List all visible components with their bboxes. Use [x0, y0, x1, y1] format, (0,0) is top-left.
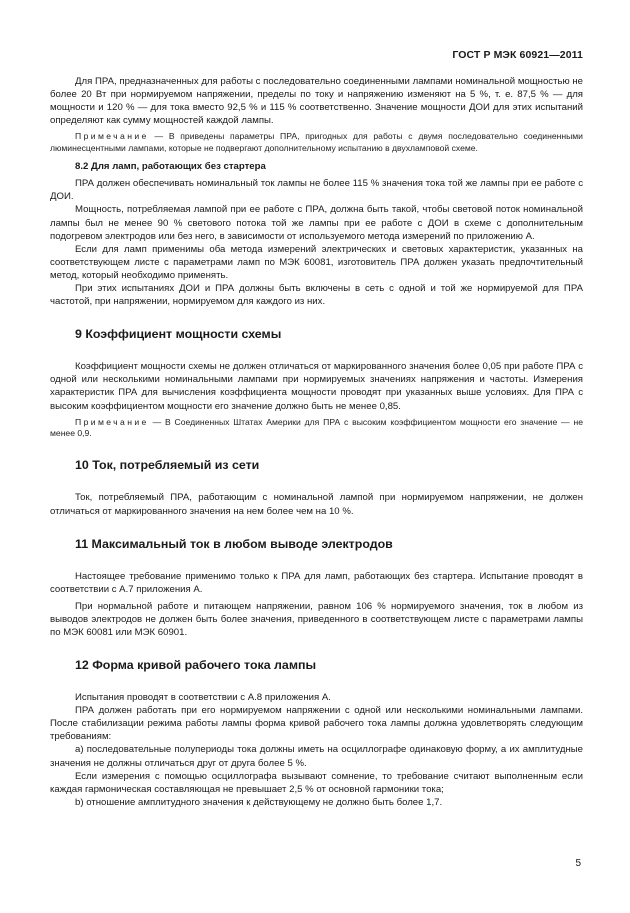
paragraph: Мощность, потребляемая лампой при ее работе с ПРА, должна быть такой, чтобы световой поток номинальной лампы был не менее 90 % светового потока той же лампы при ее работе с ДОИ в схеме с дополнительным подогревом электродов или без него, в зависимости от используемого метода измерений по приложению А. [50, 204, 583, 242]
paragraph: ПРА должен обеспечивать номинальный ток лампы не более 115 % значения тока той же лампы при ее работе с ДОИ. [50, 178, 583, 203]
paragraph: При этих испытаниях ДОИ и ПРА должны быть включены в сеть с одной и той же нормируемой для ПРА частотой, при напряжении, нормируемом для каждого из них. [50, 283, 583, 308]
note-text: — В Соединенных Штатах Америки для ПРА с высоким коэффициентом мощности его значение — не менее 0,9. [50, 416, 583, 438]
paragraph: Для ПРА, предназначенных для работы с последовательно соединенными лампами номинальной мощностью не более 20 Вт при нормируемом напряжении, пределы по току и напряжению изменяют на 5 %, т. е. 87,5 % — для мощности и 120 % — для тока вместо 92,5 % и 115 % соответственно. Значение мощности ДОИ для этих испытаний определяют как сумму мощностей каждой лампы. [50, 76, 583, 127]
note-text: — В приведены параметры ПРА, пригодных для работы с двумя последовательно соединенными люминесцентными лампами, которые не подвергают дополнительному испытанию в двухламповой схеме. [50, 131, 583, 153]
page-number: 5 [575, 858, 581, 869]
paragraph: Ток, потребляемый ПРА, работающим с номинальной лампой при нормируемом напряжении, не должен отличаться от маркированного значения на нем более чем на 10 %. [50, 492, 583, 517]
list-item: b) отношение амплитудного значения к действующему не должно быть более 1,7. [75, 796, 443, 808]
note-label: Примечание [75, 416, 149, 427]
paragraph: Испытания проводят в соответствии с А.8 приложения А. [75, 692, 331, 704]
paragraph: Если для ламп применимы оба метода измерений электрических и световых характеристик, указанных на соответствующем листе с параметрами ламп по МЭК 60081, изготовитель ПРА должен указать предпочтительный метод, который необходимо применять. [50, 243, 583, 281]
section-heading: 10 Ток, потребляемый из сети [75, 458, 260, 473]
paragraph: ПРА должен работать при его нормируемом напряжении с одной или несколькими номинальными лампами. После стабилизации режима работы лампы форма кривой рабочего тока лампы должна удовлетворять следующим требованиям: [50, 705, 583, 743]
note [50, 131, 583, 154]
paragraph: Настоящее требование применимо только к ПРА для ламп, работающих без стартера. Испытание проводят в соответствии с А.7 приложения А. [50, 570, 583, 595]
subsection-heading: 8.2 Для ламп, работающих без стартера [75, 161, 266, 173]
page-content [50, 75, 583, 809]
paragraph: Если измерения с помощью осциллографа вызывают сомнение, то требование считают выполненным если каждая гармоническая составляющая не превышает 2,5 % от основной гармоники тока; [50, 770, 583, 795]
section-heading: 11 Максимальный ток в любом выводе электродов [75, 536, 393, 551]
note [50, 417, 583, 440]
paragraph: Коэффициент мощности схемы не должен отличаться от маркированного значения более 0,05 при работе ПРА с одной или несколькими номинальными лампами при нормируемых значениях напряжения и частоты. Измерения характеристик ПРА для вычисления коэффициента мощности проводят при указанных выше условиях. Для ПРА с высоким коэффициентом мощности его значение должно быть не менее 0,85. [50, 361, 583, 412]
list-item: а) последовательные полупериоды тока должны иметь на осциллографе одинаковую форму, а их амплитудные значения не должны отличаться друг от друга более 5 %. [50, 744, 583, 769]
document-header: ГОСТ Р МЭК 60921—2011 [452, 49, 583, 61]
section-heading: 9 Коэффициент мощности схемы [75, 327, 282, 342]
section-heading: 12 Форма кривой рабочего тока лампы [75, 658, 317, 673]
note-label: Примечание [75, 131, 149, 142]
paragraph: При нормальной работе и питающем напряжении, равном 106 % нормируемого значения, ток в любом из выводов электродов не должен быть более значения, приведенного в соответствующем листе с параметрами лампы по МЭК 60081 или МЭК 60901. [50, 600, 583, 638]
